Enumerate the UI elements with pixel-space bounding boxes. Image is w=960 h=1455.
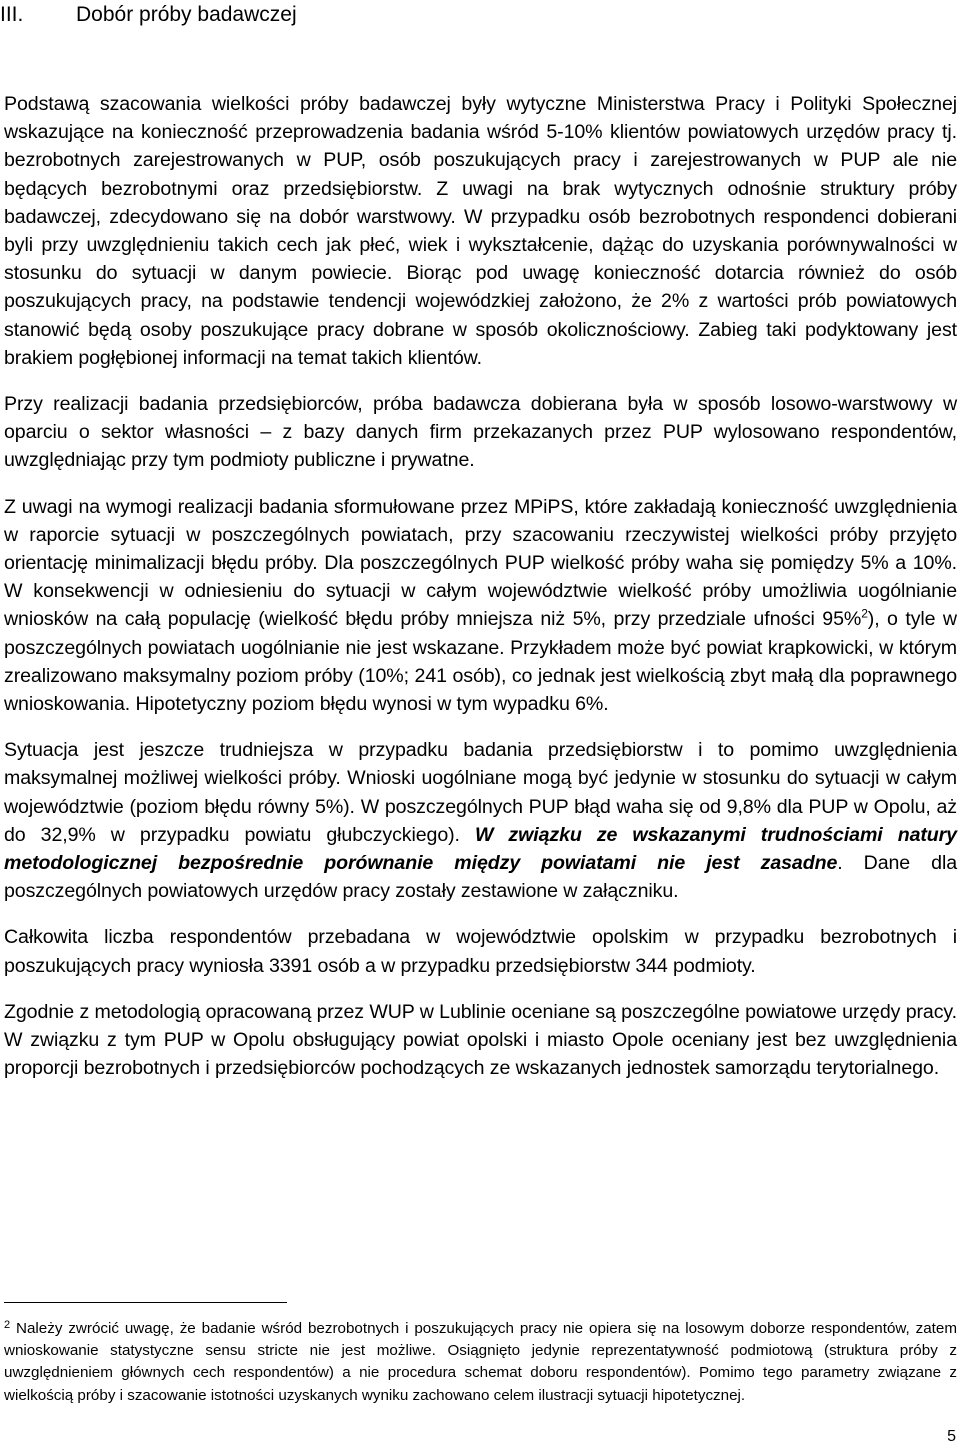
paragraph-text: . Dane dla poszczególnych powiatowych urzędów pracy zostały zestawione w załączniku. bbox=[4, 852, 957, 903]
section-title: Dobór próby badawczej bbox=[76, 3, 297, 26]
footnote bbox=[4, 1318, 957, 1407]
footnote-divider bbox=[4, 1302, 287, 1303]
paragraph-respondent-totals: Całkowita liczba respondentów przebadana w województwie opolskim w przypadku bezrobotnych i poszukujących pracy wyniosła 3391 osób a w przypadku przedsiębiorstw 344 podmioty. bbox=[4, 926, 957, 977]
paragraph-enterprise-sample: Przy realizacji badania przedsiębiorców, próba badawcza dobierana była w sposób losowo-warstwowy w oparciu o sektor własności – z bazy danych firm przekazanych przez PUP wylosowano respondentów, uwzględniając przy tym podmioty publiczne i prywatne. bbox=[4, 393, 957, 472]
paragraph-text: Sytuacja jest jeszcze trudniejsza w przypadku badania przedsiębiorstw i to pomimo uwzględnienia maksymalnej możliwej wielkości próby. Wnioski uogólniane mogą być jedynie w stosunku do sytuacji w całym województwie (poziom błędu równy 5%). W poszczególnych PUP błąd waha się od 9,8% dla PUP w Opolu, aż do 32,9% w przypadku powiatu głubczyckiego). bbox=[4, 739, 957, 846]
body-text bbox=[4, 90, 957, 1101]
paragraph-text: Z uwagi na wymogi realizacji badania sformułowane przez MPiPS, które zakładają konieczność uwzględnienia w raporcie sytuacji w poszczególnych powiatach, przy szacowaniu rzeczywistej wielkości próby przyjęto orientację minimalizacji błędu próby. Dla poszczególnych PUP wielkość próby waha się pomiędzy 5% a 10%. W konsekwencji w odniesieniu do sytuacji w całym województwie wielkość próby umożliwia uogólnianie wniosków na całą populację (wielkość błędu próby mniejsza niż 5%, przy przedziale ufności 95% bbox=[4, 495, 957, 631]
paragraph-text: ), o tyle w poszczególnych powiatach uogólnianie nie jest wskazane. Przykładem może być powiat krapkowicki, w którym zrealizowano maksymalny poziom próby (10%; 241 osób), co jednak jest wielkością zbyt małą dla poprawnego wnioskowania. Hipotetyczny poziom błędu wynosi w tym wypadku 6%. bbox=[4, 608, 957, 716]
emphasized-statement: W związku ze wskazanymi trudnościami natury metodologicznej bezpośrednie porównanie między powiatami nie jest zasadne bbox=[4, 823, 957, 875]
paragraph-methodology: Zgodnie z metodologią opracowaną przez WUP w Lublinie oceniane są poszczególne powiatowe urzędy pracy. W związku z tym PUP w Opolu obsługujący powiat opolski i miasto Opole oceniany jest bez uwzględnienia proporcji bezrobotnych i przedsiębiorców pochodzących ze wskazanych jednostek samorządu terytorialnego. bbox=[4, 1000, 957, 1080]
paragraph-sample-basis: Podstawą szacowania wielkości próby badawczej były wytyczne Ministerstwa Pracy i Polityki Społecznej wskazujące na konieczność przeprowadzenia badania wśród 5-10% klientów powiatowych urzędów pracy tj. bezrobotnych zarejestrowanych w PUP, osób poszukujących pracy i zarejestrowanych w PUP ale nie będących bezrobotnymi oraz przedsiębiorstw. Z uwagi na brak wytycznych odnośnie struktury próby badawczej, zdecydowano się na dobór warstwowy. W przypadku osób bezrobotnych respondenci dobierani byli przy uwzględnieniu takich cech jak płeć, wiek i wykształcenie, dążąc do uzyskania porównywalności w stosunku do sytuacji w danym powiecie. Biorąc pod uwagę konieczność dotarcia również do osób poszukujących pracy, na podstawie tendencji wojewódzkiej założono, że 2% z wartości prób powiatowych stanowić będą osoby poszukujące pracy dobrane w sposób okolicznościowy. Zabieg taki podyktowany jest brakiem pogłębionej informacji na temat takich klientów. bbox=[4, 93, 957, 369]
page-number: 5 bbox=[947, 1428, 956, 1445]
footnote-text: Należy zwrócić uwagę, że badanie wśród bezrobotnych i poszukujących pracy nie opiera się na losowym doborze respondentów, zatem wnioskowanie statystyczne sensu stricte nie jest możliwe. Osiągnięto jedynie reprezentatywność podmiotową (struktura próby z uwzględnieniem głównych cech respondentów) a nie procedura schemat doboru respondentów). Pomimo tego parametry związane z wielkością próby i szacowanie istotności uzyskanych wyniku zachowano celem ilustracji sytuacji hipotetycznej. bbox=[4, 1320, 957, 1404]
paragraph-enterprise-difficulty bbox=[4, 736, 957, 905]
footnote-reference[interactable]: 2 bbox=[861, 606, 868, 621]
footnote-marker: 2 bbox=[4, 1319, 11, 1331]
section-heading bbox=[0, 2, 297, 28]
section-number: III. bbox=[0, 3, 24, 26]
paragraph-sampling-error bbox=[4, 493, 957, 719]
